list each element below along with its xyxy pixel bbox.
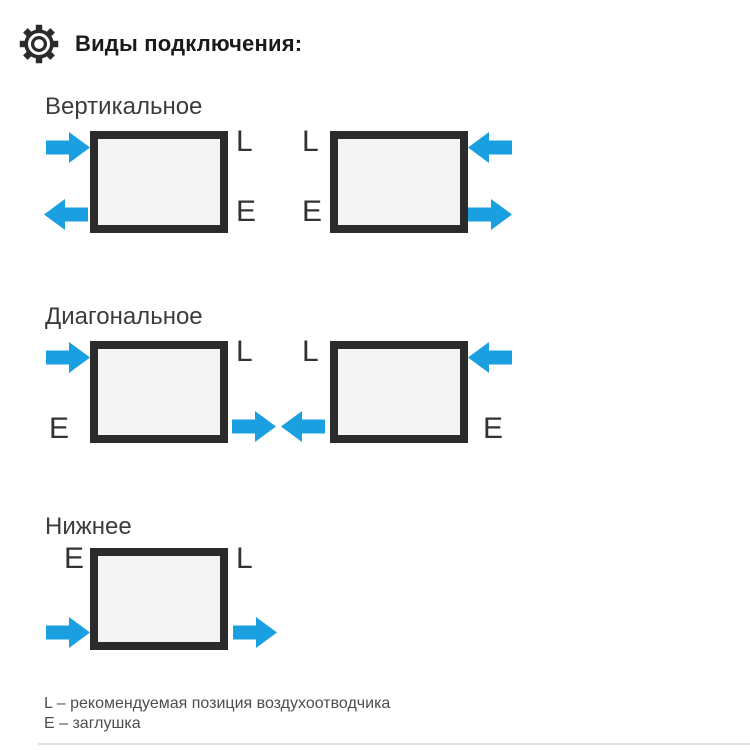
radiator-rect bbox=[330, 131, 468, 233]
radiator-rect bbox=[90, 131, 228, 233]
flow-arrow-inlet-left-icon bbox=[468, 342, 512, 373]
radiator-rect bbox=[90, 341, 228, 443]
plug-label: E bbox=[302, 195, 323, 228]
flow-arrow-outlet-right-icon bbox=[232, 411, 276, 442]
radiator-rect bbox=[90, 548, 228, 650]
vent-label: L bbox=[236, 335, 253, 368]
vent-label: L bbox=[236, 542, 253, 575]
plug-label: E bbox=[483, 412, 504, 445]
plug-label: E bbox=[49, 412, 70, 445]
plug-label: E bbox=[64, 542, 85, 575]
legend-line-plug: E – заглушка bbox=[44, 715, 141, 732]
gear-icon bbox=[17, 22, 61, 66]
section-title-bottom: Нижнее bbox=[45, 513, 132, 540]
vent-label: L bbox=[236, 125, 253, 158]
flow-arrow-inlet-right-icon bbox=[46, 132, 90, 163]
page-title: Виды подключения: bbox=[75, 31, 303, 56]
flow-arrow-outlet-left-icon bbox=[281, 411, 325, 442]
flow-arrow-outlet-left-icon bbox=[44, 199, 88, 230]
flow-arrow-inlet-left-icon bbox=[468, 132, 512, 163]
flow-arrow-outlet-right-icon bbox=[468, 199, 512, 230]
flow-arrow-inlet-right-icon bbox=[46, 342, 90, 373]
bottom-divider bbox=[38, 743, 750, 745]
section-title-diagonal: Диагональное bbox=[45, 303, 203, 330]
flow-arrow-outlet-right-icon bbox=[233, 617, 277, 648]
vent-label: L bbox=[302, 335, 319, 368]
legend-line-vent: L – рекомендуемая позиция воздухоотводчика bbox=[44, 695, 391, 712]
radiator-rect bbox=[330, 341, 468, 443]
plug-label: E bbox=[236, 195, 257, 228]
vent-label: L bbox=[302, 125, 319, 158]
flow-arrow-inlet-right-icon bbox=[46, 617, 90, 648]
section-title-vertical: Вертикальное bbox=[45, 93, 203, 120]
